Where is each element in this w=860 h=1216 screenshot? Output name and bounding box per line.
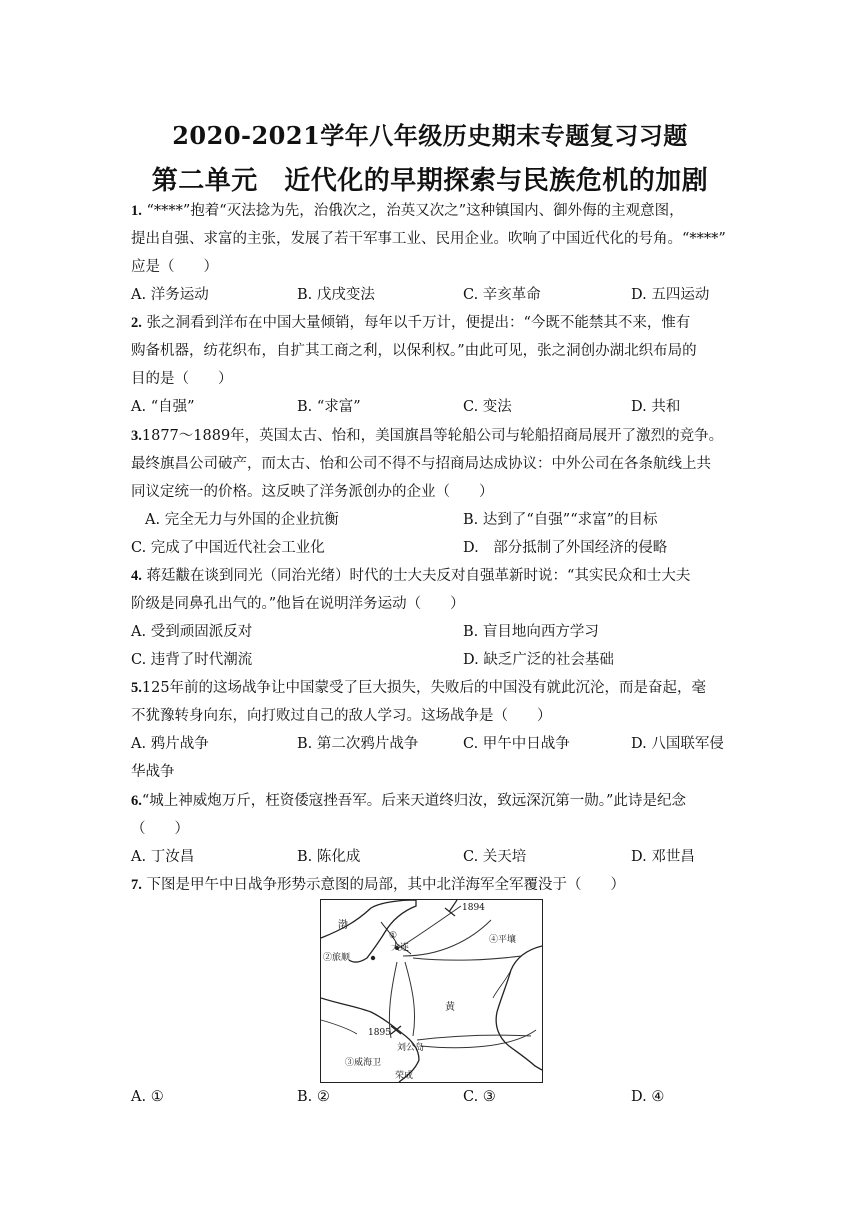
option-a[interactable]: A. 受到顽固派反对 bbox=[131, 624, 253, 640]
option-d[interactable]: D. 共和 bbox=[631, 399, 681, 415]
option-d[interactable]: D. 缺乏广泛的社会基础 bbox=[463, 652, 614, 668]
map-label-1894: 1894 bbox=[462, 903, 485, 913]
option-c[interactable]: C. 违背了时代潮流 bbox=[131, 652, 253, 668]
question-4-line-2: 阶级是同鼻孔出气的。”他旨在说明洋务运动（ ） bbox=[131, 596, 465, 612]
option-c[interactable]: C. 辛亥革命 bbox=[463, 287, 541, 303]
question-4-line-1 bbox=[131, 566, 690, 586]
option-d[interactable]: D. 五四运动 bbox=[631, 287, 710, 303]
question-text: 张之洞看到洋布在中国大量倾销，每年以千万计，便提出：“今既不能禁其不来，惟有 bbox=[146, 315, 691, 331]
question-text: “****”抱着“灭法捻为先，治俄次之，治英又次之”这种镇国内、御外侮的主观意图， bbox=[146, 203, 684, 219]
option-d[interactable]: D. 邓世昌 bbox=[631, 849, 695, 865]
question-3-line-1 bbox=[131, 426, 723, 446]
question-number: 2. bbox=[131, 315, 142, 331]
sino-japanese-war-map bbox=[320, 899, 543, 1083]
question-3-line-2: 最终旗昌公司破产，而太古、怡和公司不得不与招商局达成协议：中外公司在各条航线上共 bbox=[131, 456, 711, 472]
map-label-pingrang: ④平壤 bbox=[489, 935, 517, 945]
option-b[interactable]: B. 陈化成 bbox=[297, 849, 361, 865]
option-c[interactable]: C. 完成了中国近代社会工业化 bbox=[131, 540, 325, 556]
question-7-line-1 bbox=[131, 875, 625, 895]
map-label-huanghai: 黄 bbox=[445, 1002, 455, 1013]
question-2-line-1 bbox=[131, 313, 690, 333]
option-a[interactable]: A. “自强” bbox=[131, 399, 195, 415]
question-1-line-1 bbox=[131, 201, 684, 221]
option-a[interactable]: A. 丁汝昌 bbox=[131, 849, 195, 865]
map-label-weihaiwei: ③威海卫 bbox=[345, 1058, 382, 1068]
option-c[interactable]: C. ③ bbox=[463, 1089, 496, 1105]
question-3-line-3: 同议定统一的价格。这反映了洋务派创办的企业（ ） bbox=[131, 484, 494, 500]
option-a[interactable]: A. 洋务运动 bbox=[131, 287, 209, 303]
option-b[interactable]: B. 达到了“自强”“求富”的目标 bbox=[463, 512, 658, 528]
option-b[interactable]: B. 第二次鸦片战争 bbox=[297, 736, 419, 752]
question-text: 125年前的这场战争让中国蒙受了巨大损失，失败后的中国没有就此沉沦，而是奋起，毫 bbox=[141, 680, 707, 696]
map-label-bohai: 渤 bbox=[338, 920, 348, 931]
question-1-line-2: 提出自强、求富的主张，发展了若干军事工业、民用企业。吹响了中国近代化的号角。“****” bbox=[131, 231, 726, 247]
question-number: 5. bbox=[131, 680, 142, 696]
question-1-line-3: 应是（ ） bbox=[131, 259, 218, 275]
map-label-liugongdao: 刘公岛 bbox=[397, 1043, 425, 1053]
question-number: 6. bbox=[131, 793, 142, 809]
option-d[interactable]: D. 八国联军侵 bbox=[631, 736, 724, 752]
question-number: 4. bbox=[131, 568, 142, 584]
map-label-dalian: 大连 bbox=[391, 943, 410, 953]
question-number: 1. bbox=[131, 203, 142, 219]
question-5-line-2: 不犹豫转身向东，向打败过自己的敌人学习。这场战争是（ ） bbox=[131, 708, 552, 724]
option-a[interactable]: A. 完全无力与外国的企业抗衡 bbox=[145, 512, 339, 528]
question-number: 7. bbox=[131, 877, 142, 893]
map-label-lushun: ②旅顺 bbox=[323, 953, 351, 963]
option-a[interactable]: A. ① bbox=[131, 1089, 164, 1105]
option-c[interactable]: C. 甲午中日战争 bbox=[463, 736, 570, 752]
option-b[interactable]: B. “求富” bbox=[297, 399, 361, 415]
option-b[interactable]: B. 戊戌变法 bbox=[297, 287, 375, 303]
unit-title: 第二单元 近代化的早期探索与民族危机的加剧 bbox=[151, 166, 709, 196]
question-text: 下图是甲午中日战争形势示意图的局部，其中北洋海军全军覆没于（ ） bbox=[146, 877, 625, 893]
question-5-line-1 bbox=[131, 678, 706, 698]
option-d[interactable]: D. ④ bbox=[631, 1089, 665, 1105]
question-number: 3. bbox=[131, 428, 142, 444]
option-a[interactable]: A. 鸦片战争 bbox=[131, 736, 209, 752]
option-d-continuation: 华战争 bbox=[131, 764, 175, 780]
question-6-line-1 bbox=[131, 791, 686, 811]
question-2-line-2: 购备机器，纺花织布，自扩其工商之利，以保利权。”由此可见，张之洞创办湖北织布局的 bbox=[131, 343, 697, 359]
question-2-line-3: 目的是（ ） bbox=[131, 371, 233, 387]
map-label-rongcheng: 荣成 bbox=[395, 1071, 414, 1081]
document-title: 2020-2021学年八年级历史期末专题复习习题 bbox=[172, 121, 688, 150]
question-text: 蒋廷黻在谈到同光（同治光绪）时代的士大夫反对自强革新时说：“其实民众和士大夫 bbox=[146, 568, 691, 584]
map-label-marker-1: ① bbox=[389, 931, 398, 941]
option-c[interactable]: C. 变法 bbox=[463, 399, 512, 415]
option-b[interactable]: B. ② bbox=[297, 1089, 330, 1105]
option-b[interactable]: B. 盲目地向西方学习 bbox=[463, 624, 599, 640]
question-6-line-2: （ ） bbox=[131, 821, 189, 837]
question-text: “城上神威炮万斤，枉资倭寇挫吾军。后来天道终归汝，致远深沉第一勋。”此诗是纪念 bbox=[141, 793, 686, 809]
map-drawing bbox=[321, 900, 542, 1082]
map-label-1895: 1895 bbox=[368, 1028, 391, 1038]
option-c[interactable]: C. 关天培 bbox=[463, 849, 527, 865]
option-d[interactable]: D. 部分抵制了外国经济的侵略 bbox=[463, 540, 668, 556]
question-text: 1877～1889年，英国太古、怡和，美国旗昌等轮船公司与轮船招商局展开了激烈的竞争。 bbox=[141, 428, 724, 444]
